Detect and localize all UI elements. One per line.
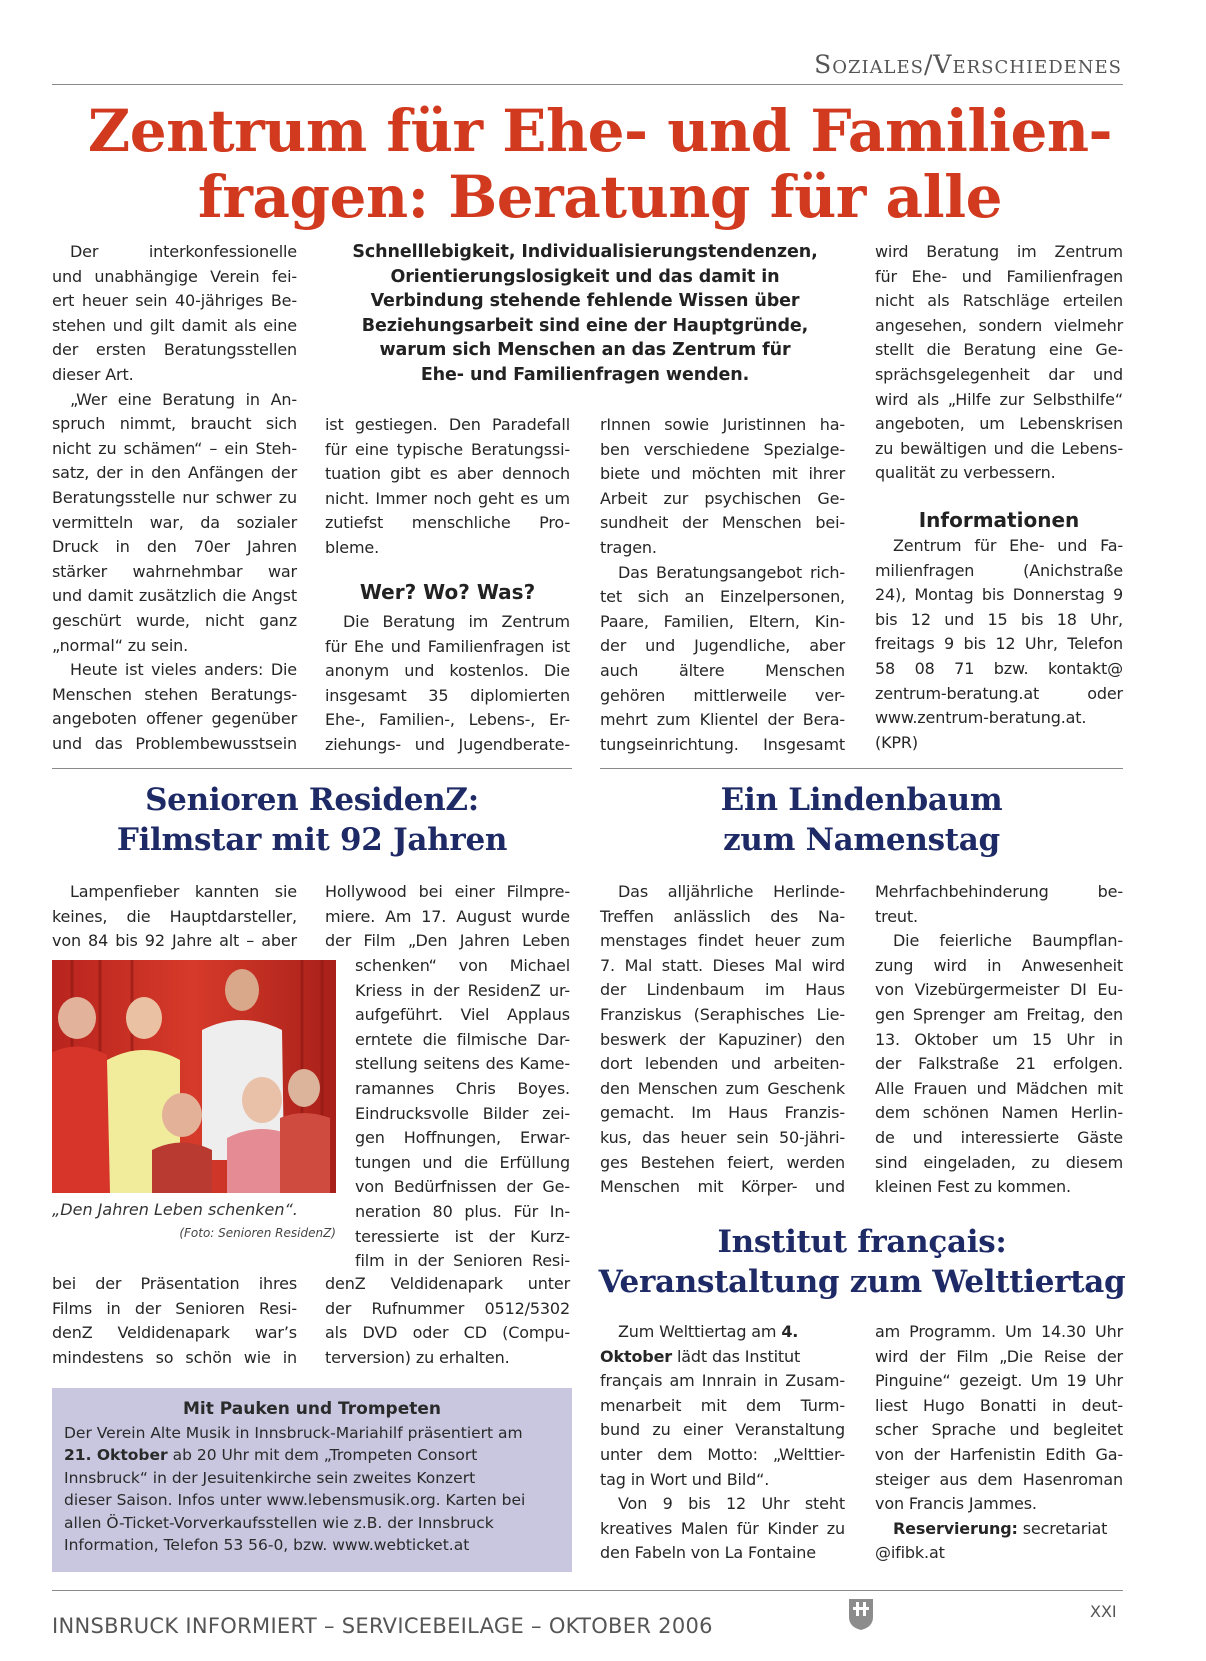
text-line: terversion) zu erhalten. [325, 1347, 510, 1367]
text-line: zentrum-beratung.at oder [875, 683, 1123, 703]
text-line: ist gestiegen. Den Paradefall [325, 415, 570, 434]
text-line: www.zentrum-beratung.at. [875, 708, 1087, 728]
article4-bold-date: 4. [781, 1322, 799, 1341]
article1-column-3 [600, 413, 845, 757]
text-line: Menschen mit Körper- und [600, 1177, 845, 1197]
text-line: Das Beratungsangebot rich- [618, 562, 845, 582]
text-line: ben verschiedene Spezialge- [600, 439, 845, 459]
article4-start: Zum Welttiertag am [618, 1322, 782, 1341]
text-line: und damit zusätzlich die Angst [52, 586, 297, 606]
text-line: vermitteln war, da sozialer [52, 512, 297, 532]
text-line: gehören mittlerweile ver- [600, 685, 845, 705]
text-line: Pinguine“ gezeigt. Um 19 Uhr [875, 1371, 1123, 1391]
text-line: freitags 9 bis 12 Uhr, Telefon [875, 634, 1123, 654]
article2-column-2b [355, 954, 570, 1274]
text-line: miere. Am 17. August wurde [325, 906, 570, 926]
text-line: Die feierliche Baumpflan- [893, 931, 1123, 951]
text-line: kus, das heuer sein 50-jähri- [600, 1127, 845, 1147]
photo-illustration [52, 960, 336, 1193]
text-line: der und Jugendliche, aber [600, 636, 845, 656]
text-line: liest Hugo Bonatti in deut- [875, 1395, 1123, 1415]
text-line: aufgeführt. Viel Applaus [355, 1005, 570, 1025]
article2-column-1 [52, 880, 297, 954]
text-line: steiger aus dem Hasenroman [875, 1469, 1123, 1489]
article1-column-1 [52, 240, 297, 756]
article-title [40, 98, 1160, 230]
reservation-email: @ifibk.at [875, 1543, 945, 1563]
text-line: wird als „Hilfe zur Selbsthilfe“ [875, 389, 1123, 409]
text-line: kreatives Malen für Kinder zu [600, 1518, 845, 1538]
text-line: für Ehe- und Familienfragen [875, 266, 1123, 286]
infobox-line2-rest: ab 20 Uhr mit dem „Trompeten Consort [167, 1446, 478, 1464]
text-line: den Menschen zum Geschenk [600, 1078, 845, 1098]
article1-column-2b [325, 610, 570, 758]
text-line: Arbeit zur psychischen Ge- [600, 488, 845, 508]
text-line: gen Sprenger am Freitag, den [875, 1004, 1123, 1024]
article4-rest: lädt das Institut [672, 1346, 801, 1366]
article4-title [592, 1222, 1132, 1302]
text-line: sundheit der Menschen bei- [600, 513, 845, 533]
section-label: Soziales/Verschiedenes [814, 50, 1122, 79]
text-line: dieser Art. [52, 364, 134, 384]
article3-column-2 [875, 880, 1123, 1200]
text-line: der Lindenbaum im Haus [600, 980, 845, 1000]
text-line: anonym und kostenlos. Die [325, 661, 570, 681]
article2-column-2c [325, 1272, 570, 1370]
text-line: der Rufnummer 0512/5302 [325, 1298, 570, 1318]
photo [52, 960, 336, 1193]
footer-publication: INNSBRUCK INFORMIERT – SERVICEBEILAGE – OKTOBER 2006 [52, 1614, 713, 1638]
article4-second-line [600, 1345, 845, 1370]
page-number: XXI [1090, 1602, 1117, 1621]
lead-line: Verbindung stehende fehlende Wissen über [370, 291, 800, 311]
article1-subheading: Wer? Wo? Was? [359, 580, 536, 604]
text-line: der ersten Beratungsstellen [52, 340, 297, 360]
reservation-rest: secretariat [1017, 1518, 1108, 1538]
article3-column-1 [600, 880, 845, 1200]
text-line: der Falkstraße 21 erfolgen. [875, 1054, 1123, 1074]
text-line: menarbeit mit dem Turm- [600, 1395, 845, 1415]
text-line: Menschen stehen Beratungs- [52, 684, 297, 704]
text-line: Lampenfieber kannten sie [70, 882, 297, 901]
text-line: schenken“ von Michael [355, 956, 570, 975]
text-line: für Ehe und Familienfragen ist [325, 636, 570, 656]
text-line: erntete die filmische Dar- [355, 1029, 570, 1049]
text-line: Films in der Senioren Resi- [52, 1298, 297, 1318]
text-line: Ehe-, Familien-, Lebens-, Er- [325, 710, 570, 730]
text-line: insgesamt 35 diplomierten [325, 685, 570, 705]
text-line: geschürt wurde, nicht ganz [52, 610, 297, 630]
header-rule [52, 84, 1123, 85]
text-line: Zentrum für Ehe- und Fa- [893, 536, 1123, 555]
text-line: dem schönen Namen Herlin- [875, 1103, 1123, 1123]
infobox-line2 [64, 1444, 560, 1467]
text-line: 24), Montag bis Donnerstag 9 [875, 585, 1123, 605]
info-text [875, 534, 1123, 755]
text-line: tragen. [600, 537, 657, 557]
text-line: de und interessierte Gäste [875, 1127, 1123, 1147]
text-line: den Fabeln von La Fontaine [600, 1543, 816, 1563]
mid-rule-right [600, 768, 1123, 769]
text-line: von Francis Jammes. [875, 1494, 1037, 1514]
text-line: als DVD oder CD (Compu- [325, 1323, 570, 1343]
article4-col2-lines [875, 1320, 1123, 1517]
text-line: Die Beratung im Zentrum [343, 612, 570, 631]
infobox-title: Mit Pauken und Trompeten [182, 1399, 442, 1419]
text-line: angeboten offener gegenüber [52, 709, 297, 729]
text-line: der Film „Den Jahren Leben [325, 931, 570, 951]
lead-line: Ehe- und Familienfragen wenden. [420, 364, 750, 385]
text-line: 7. Mal statt. Dieses Mal wird [600, 955, 845, 975]
city-crest-icon [848, 1597, 874, 1631]
article3-title-line2: zum Namenstag [723, 822, 1000, 858]
text-line: tungseinrichtung. Insgesamt [600, 734, 845, 754]
text-line: milienfragen (Anichstraße [875, 560, 1123, 580]
text-line: bund zu einer Veranstaltung [600, 1420, 845, 1440]
text-line: dort lebenden und arbeiten- [600, 1054, 845, 1074]
text-line: gen Hoffnungen, Erwar- [355, 1128, 570, 1148]
text-line: zu bewältigen und die Lebens- [875, 438, 1123, 458]
text-line: rInnen sowie Juristinnen ha- [600, 415, 845, 434]
article4-column-2 [875, 1320, 1123, 1566]
text-line: spruch nimmt, braucht sich [52, 414, 297, 434]
text-line: mehrt zum Klientel der Bera- [600, 710, 845, 730]
mid-rule-left [52, 768, 572, 769]
text-line: Kriess in der ResidenZ ur- [355, 980, 570, 1000]
text-line: angesehen, sondern vielmehr [875, 315, 1123, 335]
infobox [52, 1388, 572, 1572]
text-line: film in der Senioren Resi- [355, 1251, 570, 1271]
article4-bold-month: Oktober [600, 1346, 673, 1366]
text-line: tuation gibt es aber dennoch [325, 464, 570, 484]
lead-line: Schnelllebigkeit, Individualisierungstendenzen, [352, 242, 818, 262]
article2-title-line2: Filmstar mit 92 Jahren [116, 822, 508, 858]
text-line: ziehungs- und Jugendberate- [325, 734, 570, 754]
text-line: und das Problembewusstsein [52, 733, 297, 753]
text-line: wird der Film „Die Reise der [875, 1346, 1123, 1366]
text-line: Paare, Familien, Eltern, Kin- [600, 611, 845, 631]
article-title-line2: fragen: Beratung für alle [197, 163, 1003, 231]
text-line: gemacht. Im Haus Franzis- [600, 1103, 845, 1123]
text-line: qualität zu verbessern. [875, 463, 1056, 483]
text-line: satz, der in den Anfängen der [52, 463, 297, 483]
reservation-line [875, 1517, 1123, 1542]
text-line: Treffen anlässlich des Na- [600, 906, 845, 926]
article1-lead [315, 240, 855, 387]
text-line: sprächsgelegenheit dar und [875, 364, 1123, 384]
text-line: beswerk der Kapuziner) den [600, 1029, 845, 1049]
text-line: Heute ist vieles anders: Die [70, 660, 297, 680]
lead-line: warum sich Menschen an das Zentrum für [379, 340, 791, 360]
text-line: denZ Veldidenapark war’s [52, 1323, 297, 1343]
article4-column-1 [600, 1320, 845, 1566]
text-line: von der Harfenistin Edith Ga- [875, 1444, 1123, 1464]
article1-column-4 [875, 240, 1123, 486]
text-line: menstages findet heuer zum [600, 931, 845, 951]
text-line: zung wird in Anwesenheit [875, 955, 1123, 975]
text-line: „normal“ zu sein. [52, 635, 189, 655]
text-line: sind eingeladen, zu diesem [875, 1152, 1123, 1172]
text-line: wird Beratung im Zentrum [875, 242, 1123, 261]
text-line: „Wer eine Beratung in An- [70, 389, 297, 409]
article4-title-line2: Veranstaltung zum Welttiertag [598, 1264, 1126, 1300]
text-line: angeboten, um Lebenskrisen [875, 414, 1123, 434]
text-line: auch ältere Menschen [600, 660, 845, 680]
infobox-line1: Der Verein Alte Musik in Innsbruck-Mariahilf präsentiert am [64, 1423, 523, 1442]
text-line: stärker wahrnehmbar war [52, 561, 297, 581]
text-line: denZ Veldidenapark unter [325, 1274, 570, 1293]
text-line: von Bedürfnissen der Ge- [355, 1177, 570, 1197]
article2-title-line1: Senioren ResidenZ: [145, 782, 479, 818]
photo-credit: (Foto: Senioren ResidenZ) [179, 1226, 336, 1240]
text-line: für eine typische Beratungssi- [325, 439, 570, 459]
text-line: tet sich an Einzelpersonen, [600, 587, 845, 607]
article-title-line1: Zentrum für Ehe- und Familien- [87, 97, 1113, 165]
text-line: Franziskus (Seraphisches Lie- [600, 1004, 845, 1024]
reservation-label: Reservierung: [893, 1518, 1018, 1538]
infobox-lines [64, 1467, 560, 1557]
text-line: nicht als Ratschläge erteilen [875, 291, 1123, 311]
text-line: stehen und gilt damit als eine [52, 315, 297, 335]
infobox-text-line: dieser Saison. Infos unter www.lebensmusik.org. Karten bei [64, 1491, 526, 1509]
text-line: kleinen Fest zu kommen. [875, 1177, 1071, 1197]
text-line: Beratungsstelle nur schwer zu [52, 487, 297, 507]
footer-rule [52, 1590, 1123, 1591]
text-line: scher Sprache und begleitet [875, 1420, 1123, 1440]
text-line: tungen und die Erfüllung [355, 1152, 570, 1172]
article1-column-2 [325, 413, 570, 561]
text-line: stellt die Beratung eine Ge- [875, 340, 1123, 360]
article4-col1-lines [600, 1369, 845, 1566]
text-line: nicht zu schämen“ – ein Steh- [52, 438, 297, 458]
text-line: biete und möchten mit ihrer [600, 464, 845, 484]
text-line: teressierte ist der Kurz- [355, 1226, 570, 1246]
infobox-text-line: Innsbruck“ in der Jesuitenkirche sein zweites Konzert [64, 1468, 476, 1487]
lead-line: Beziehungsarbeit sind eine der Hauptgründe, [361, 315, 809, 336]
text-line: bei der Präsentation ihres [52, 1274, 297, 1293]
text-line: unter dem Motto: „Welttier- [600, 1444, 845, 1464]
text-line: ert heuer sein 40-jähriges Be- [52, 291, 297, 311]
text-line: (KPR) [875, 732, 918, 752]
article4-title-line1: Institut français: [717, 1224, 1007, 1260]
article4-first-line [600, 1320, 845, 1345]
text-line: treut. [875, 906, 918, 926]
lead-line: Orientierungslosigkeit und das damit in [390, 266, 780, 287]
text-line: tag in Wort und Bild“. [600, 1469, 770, 1489]
text-line: mindestens so schön wie in [52, 1347, 297, 1367]
info-heading: Informationen [918, 508, 1080, 532]
article2-title [52, 780, 572, 860]
text-line: 58 08 71 bzw. kontakt@ [875, 658, 1123, 678]
text-line: Mehrfachbehinderung be- [875, 882, 1123, 901]
text-line: von 84 bis 92 Jahre alt – aber [52, 931, 297, 951]
text-line: français am Innrain in Zusam- [600, 1371, 845, 1391]
text-line: Alle Frauen und Mädchen mit [875, 1078, 1123, 1098]
text-line: und unabhängige Verein fei- [52, 266, 297, 286]
text-line: Der interkonfessionelle [70, 242, 297, 261]
photo-caption: „Den Jahren Leben schenken“. [52, 1200, 298, 1219]
text-line: am Programm. Um 14.30 Uhr [875, 1322, 1123, 1341]
text-line: nicht. Immer noch geht es um [325, 488, 570, 508]
text-line: zutiefst menschliche Pro- [325, 513, 570, 533]
text-line: neration 80 plus. Für In- [355, 1201, 570, 1221]
article2-column-1b [52, 1272, 297, 1370]
text-line: Das alljährliche Herlinde- [618, 882, 845, 901]
text-line: keines, die Hauptdarsteller, [52, 906, 297, 926]
text-line: bis 12 und 15 bis 18 Uhr, [875, 609, 1123, 629]
text-line: ramannes Chris Boyes. [355, 1078, 570, 1098]
text-line: von Vizebürgermeister DI Eu- [875, 980, 1123, 1000]
article2-column-2a [325, 880, 570, 954]
infobox-date: 21. Oktober [64, 1446, 168, 1464]
text-line: ges Bestehen feiert, werden [600, 1152, 845, 1172]
text-line: stellung seitens des Kame- [355, 1054, 570, 1074]
article3-title-line1: Ein Lindenbaum [720, 782, 1003, 818]
text-line: Hollywood bei einer Filmpre- [325, 882, 570, 901]
text-line: Druck in den 70er Jahren [52, 537, 297, 557]
text-line: Von 9 bis 12 Uhr steht [618, 1494, 845, 1514]
text-line: 13. Oktober um 15 Uhr in [875, 1029, 1123, 1049]
article3-title [600, 780, 1123, 860]
text-line: Eindrucksvolle Bilder zei- [355, 1103, 570, 1123]
infobox-text-line: allen Ö-Ticket-Vorverkaufsstellen wie z.B. der Innsbruck [64, 1513, 494, 1532]
infobox-text-line: Information, Telefon 53 56-0, bzw. www.webticket.at [64, 1536, 470, 1554]
text-line: bleme. [325, 537, 380, 557]
